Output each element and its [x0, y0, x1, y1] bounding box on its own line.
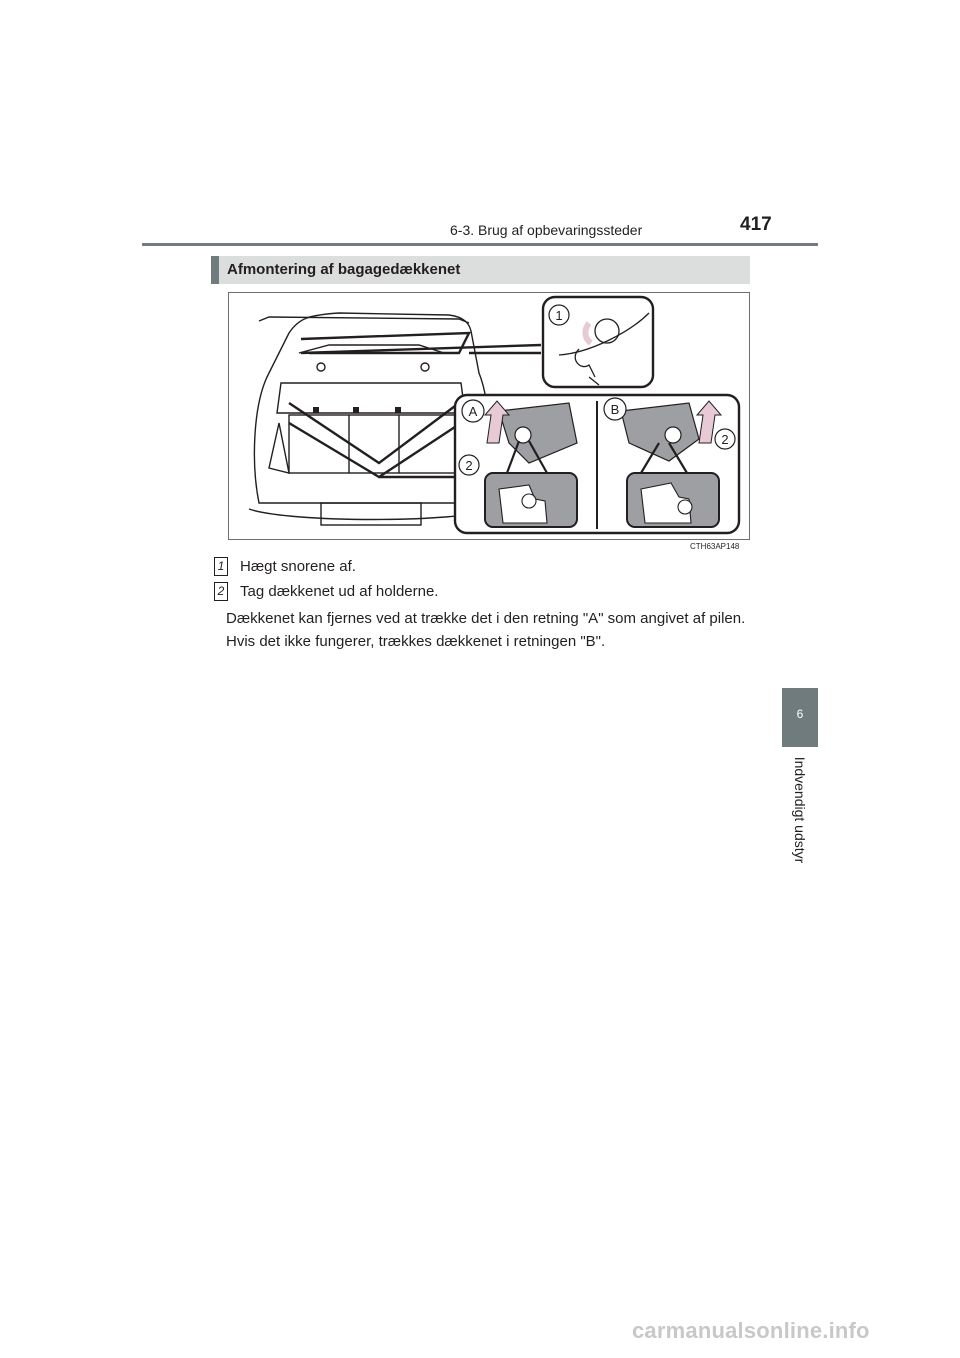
step-text: Hægt snorene af. — [240, 558, 356, 575]
step-number-badge: 2 — [214, 582, 228, 601]
luggage-cover-illustration — [229, 293, 749, 539]
callout-2a-label: 2 — [465, 458, 473, 473]
callout-2b-label: 2 — [721, 432, 729, 447]
watermark: carmanualsonline.info — [632, 1318, 870, 1343]
step-text: Tag dækkenet ud af holderne. — [240, 583, 439, 600]
note-line-1: Dækkenet kan fjernes ved at trække det i den retning "A" som angivet af pilen. — [226, 610, 746, 627]
note-line-2: Hvis det ikke fungerer, trækkes dækkenet i retningen "B". — [226, 633, 606, 650]
step-number-badge: 1 — [214, 557, 228, 576]
instruction-note — [226, 607, 756, 653]
step-2 — [214, 582, 438, 601]
header-section-title: 6-3. Brug af opbevaringssteder — [450, 222, 643, 238]
figure-code: CTH63AP148 — [690, 542, 740, 551]
section-heading: Afmontering af bagagedækkenet — [211, 256, 750, 284]
page-number: 417 — [740, 214, 772, 235]
chapter-number: 6 — [796, 707, 804, 721]
callout-1-label: 1 — [555, 308, 563, 323]
callout-a-label: A — [468, 404, 478, 419]
callout-b-label: B — [610, 402, 620, 417]
illustration-frame — [228, 292, 750, 540]
header-rule — [142, 243, 818, 246]
step-1 — [214, 557, 356, 576]
chapter-label: Indvendigt udstyr — [792, 756, 808, 864]
chapter-tab[interactable] — [782, 688, 818, 747]
